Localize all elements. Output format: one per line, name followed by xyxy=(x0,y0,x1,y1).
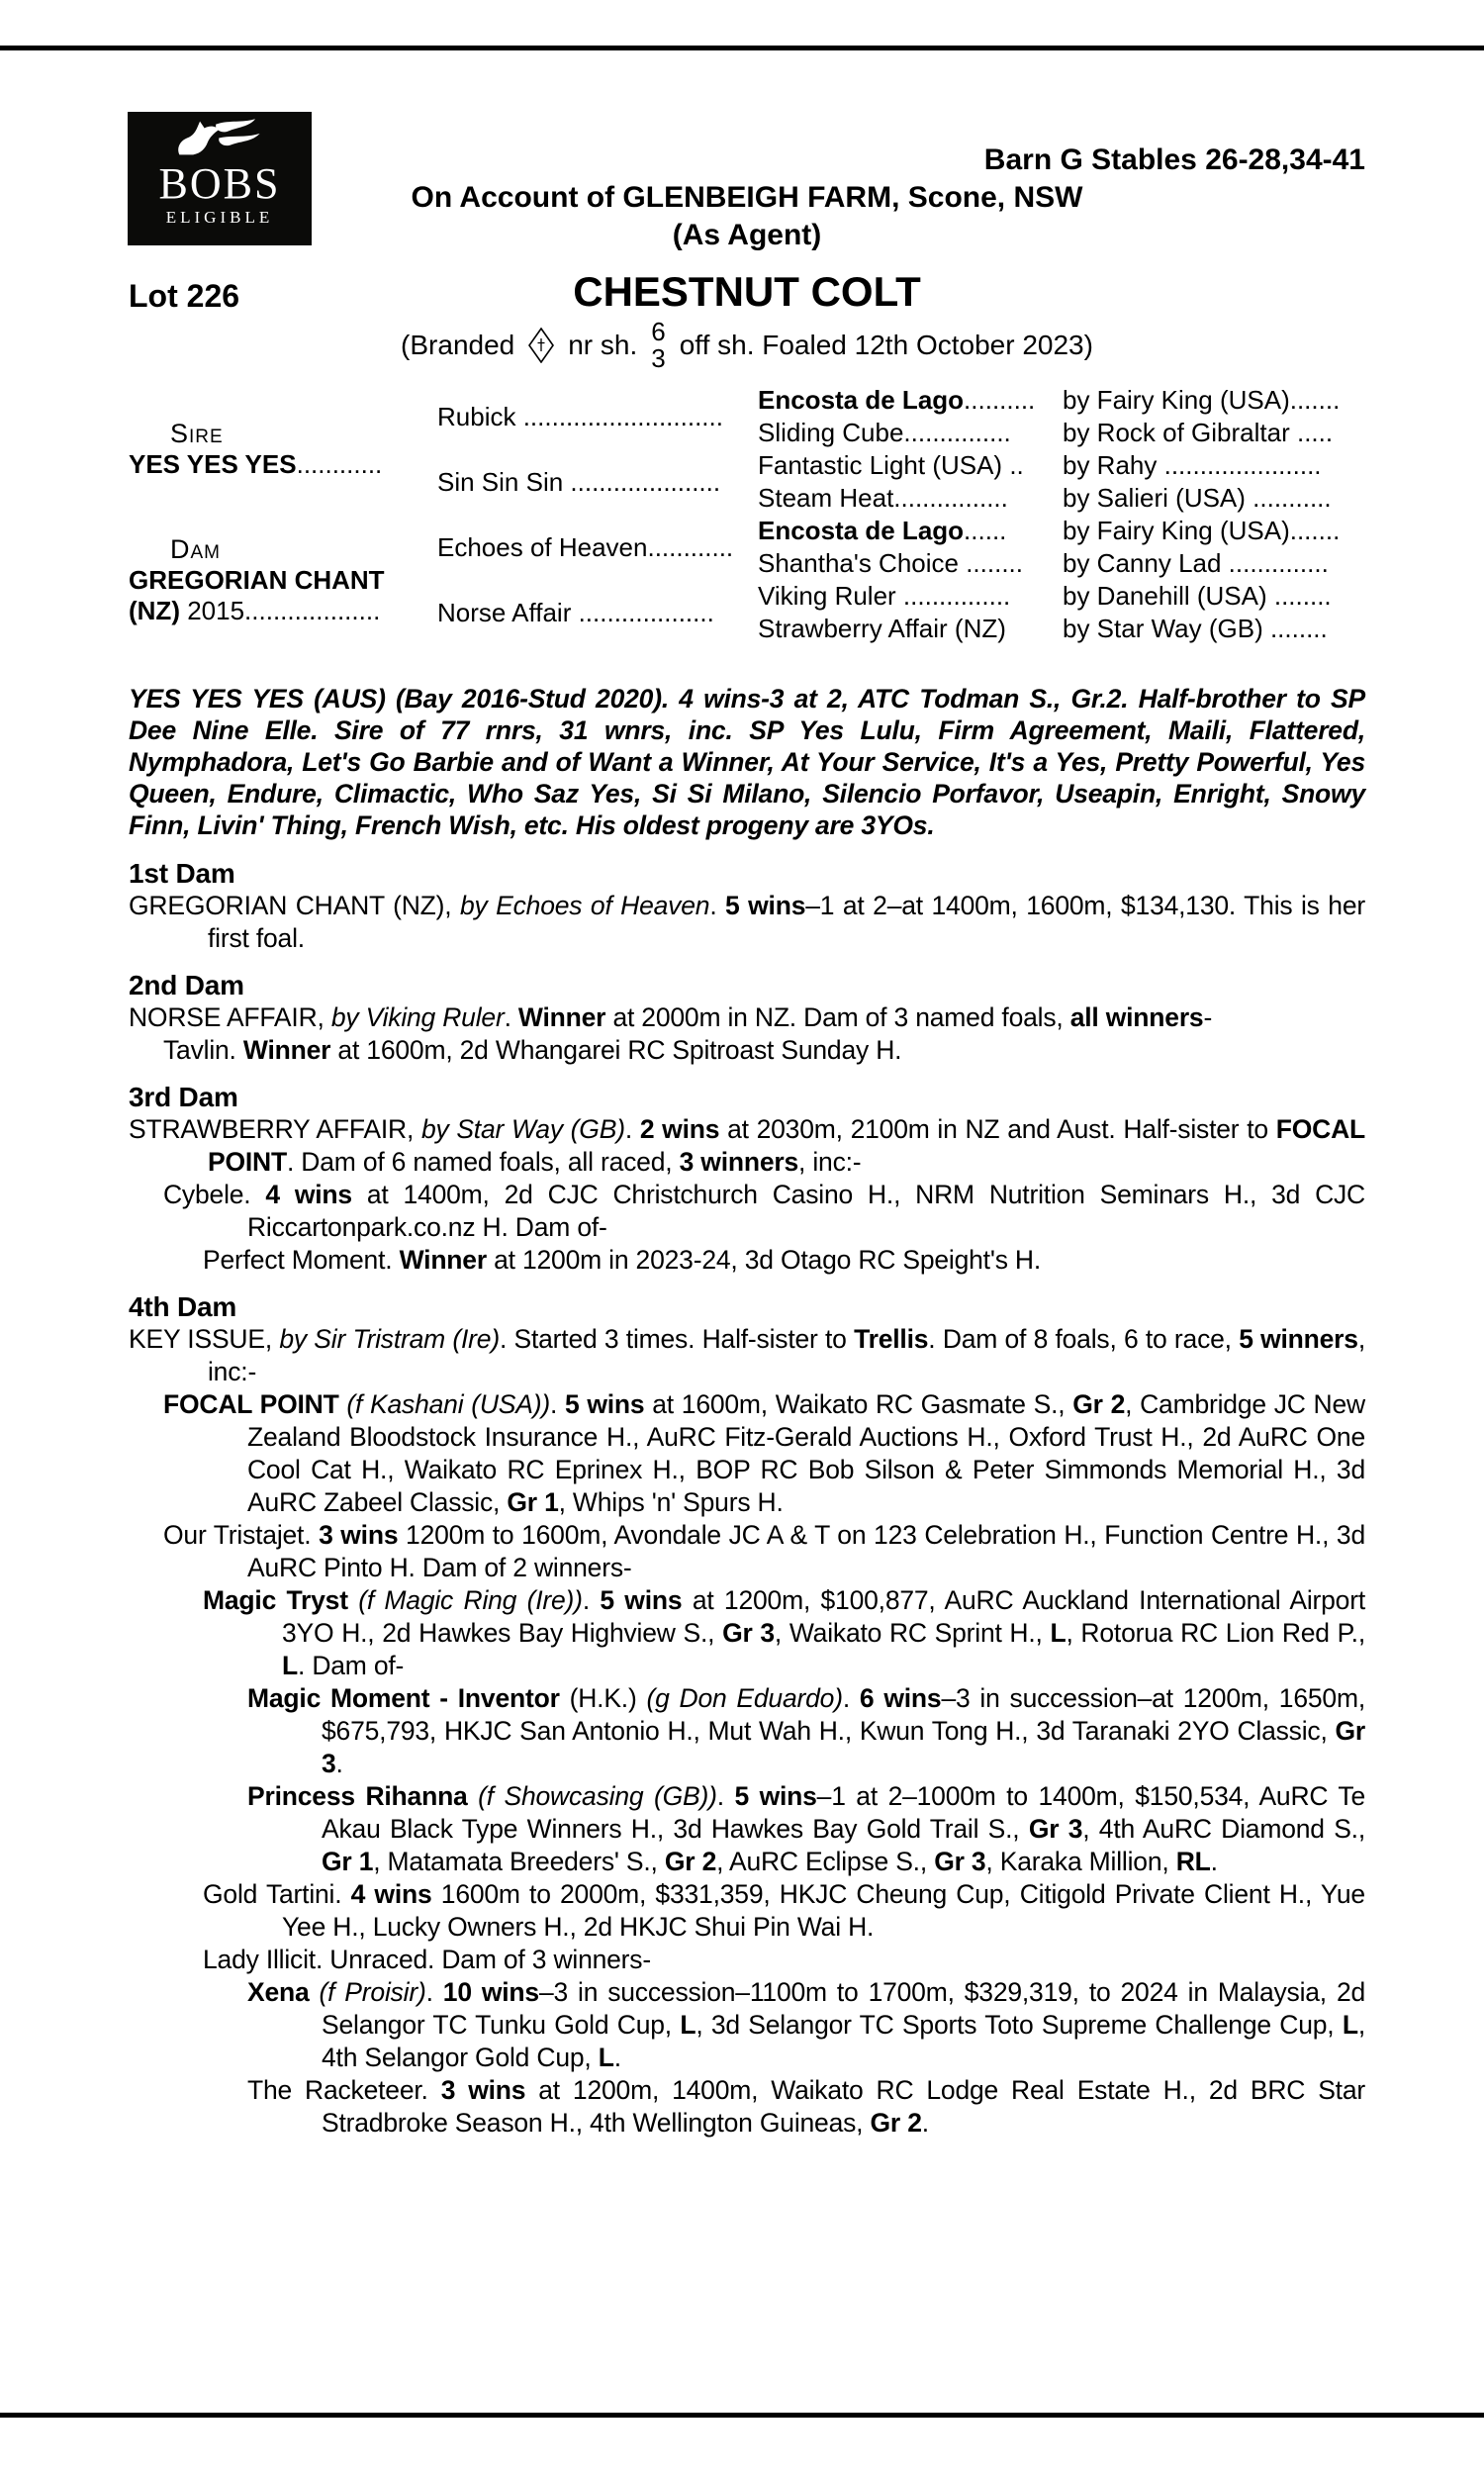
pedigree-entry: Magic Tryst (f Magic Ring (Ire)). 5 wins at 1200m, $100,877, AuRC Auckland International Airport 3YO H., 2d Hawkes Bay Highview S., Gr 3, Waikato RC Sprint H., L, Rotorua RC Lion Red P., L. Dam of- xyxy=(203,1585,1365,1680)
sire-label: Sire xyxy=(170,419,224,448)
lot-number: Lot 226 xyxy=(129,278,240,314)
pedigree-entry: Our Tristajet. 3 wins 1200m to 1600m, Avondale JC A & T on 123 Celebration H., Function Centre H., 3d AuRC Pinto H. Dam of 2 winners- xyxy=(163,1520,1365,1582)
pedigree-table xyxy=(129,384,1365,645)
sire-name: YES YES YES............ xyxy=(129,449,383,479)
dam-sections xyxy=(129,857,1365,2140)
great-grandparent-name: Viking Ruler ............... xyxy=(758,581,1011,611)
section-entries xyxy=(129,1323,1365,2140)
branded-prefix: (Branded xyxy=(401,330,515,360)
great-grandparent-name: Encosta de Lago ...... xyxy=(758,516,1007,545)
page-title: CHESTNUT COLT xyxy=(573,268,921,315)
section-heading: 1st Dam xyxy=(129,858,235,889)
pedigree-entry: KEY ISSUE, by Sir Tristram (Ire). Started 3 times. Half-sister to Trellis. Dam of 8 foals, 6 to race, 5 winners, inc:- xyxy=(129,1324,1365,1386)
logo-main-text: BOBS xyxy=(158,159,281,208)
grandparent-name: Echoes of Heaven............ xyxy=(437,531,734,562)
great-grandparent-name: Steam Heat................ xyxy=(758,483,1008,513)
bottom-rule xyxy=(0,2413,1484,2418)
dam-section xyxy=(129,857,1365,955)
catalog-body xyxy=(129,683,1365,2153)
branded-suffix: off sh. Foaled 12th October 2023) xyxy=(679,330,1093,360)
pedigree-entry: FOCAL POINT (f Kashani (USA)). 5 wins at 1600m, Waikato RC Gasmate S., Gr 2, Cambridge JC New Zealand Bloodstock Insurance H., AuRC Fitz-Gerald Auctions H., Oxford Trust H., 2d AuRC One Cool Cat H., Waikato RC Eprinex H., BOP RC Bob Silson & Peter Simmonds Memorial H., 3d AuRC Zabeel Classic, Gr 1, Whips 'n' Spurs H. xyxy=(163,1389,1365,1517)
section-heading: 4th Dam xyxy=(129,1291,237,1322)
agent-note: (As Agent) xyxy=(672,219,822,251)
section-entries xyxy=(129,1001,1365,1067)
pedigree-entry: GREGORIAN CHANT (NZ), by Echoes of Heaven. 5 wins–1 at 2–at 1400m, 1600m, $134,130. This is her first foal. xyxy=(129,891,1365,953)
pedigree-entry: Cybele. 4 wins at 1400m, 2d CJC Christchurch Casino H., NRM Nutrition Seminars H., 3d CJC Riccartonpark.co.nz H. Dam of- xyxy=(163,1180,1365,1242)
great-grandparent-name: Sliding Cube............... xyxy=(758,418,1011,447)
great-grandparent-sire: by Rock of Gibraltar ..... xyxy=(1063,418,1334,447)
great-grandparent-sire: by Salieri (USA) ........... xyxy=(1063,483,1332,513)
logo-sub-text: ELIGIBLE xyxy=(165,208,274,227)
pedigree-entry: Perfect Moment. Winner at 1200m in 2023-24, 3d Otago RC Speight's H. xyxy=(203,1245,1042,1275)
brand-numbers xyxy=(651,319,665,372)
section-entries xyxy=(129,890,1365,955)
brand-number-top: 6 xyxy=(651,317,666,346)
great-grandparent-sire: by Star Way (GB) ........ xyxy=(1063,614,1328,643)
grandparent-name: Sin Sin Sin ..................... xyxy=(437,466,721,497)
great-grandparent-sire: by Canny Lad .............. xyxy=(1063,548,1329,578)
great-grandparent-name: Encosta de Lago .......... xyxy=(758,385,1036,415)
great-grandparent-sire: by Fairy King (USA)....... xyxy=(1063,385,1341,415)
pedigree-entry: NORSE AFFAIR, by Viking Ruler. Winner at 2000m in NZ. Dam of 3 named foals, all winners- xyxy=(129,1002,1213,1032)
section-heading: 3rd Dam xyxy=(129,1082,238,1112)
pedigree-col-sirelines xyxy=(1063,384,1365,645)
pedigree-entry: The Racketeer. 3 wins at 1200m, 1400m, Waikato RC Lodge Real Estate H., 2d BRC Star Stradbroke Season H., 4th Wellington Guineas, Gr 2. xyxy=(247,2075,1365,2138)
branded-near-shoulder: nr sh. xyxy=(568,330,638,360)
barn-info: Barn G Stables 26-28,34-41 xyxy=(983,143,1365,176)
branded-line xyxy=(129,319,1365,372)
section-heading: 2nd Dam xyxy=(129,970,244,1000)
dam-label: Dam xyxy=(170,533,221,564)
dam-name: GREGORIAN CHANT (NZ) 2015................... xyxy=(129,564,385,625)
pedigree-col-grandparents xyxy=(437,384,758,645)
pedigree-entry: STRAWBERRY AFFAIR, by Star Way (GB). 2 wins at 2030m, 2100m in NZ and Aust. Half-sister to FOCAL POINT. Dam of 6 named foals, all raced, 3 winners, inc:- xyxy=(129,1114,1366,1177)
brand-mark-icon xyxy=(528,328,554,363)
brand-number-bottom: 3 xyxy=(651,343,666,373)
great-grandparent-name: Strawberry Affair (NZ) xyxy=(758,614,1006,643)
section-entries xyxy=(129,1113,1365,1277)
grandparent-name: Rubick ............................ xyxy=(437,401,723,431)
dam-section xyxy=(129,969,1365,1067)
pedigree-entry: Tavlin. Winner at 1600m, 2d Whangarei RC Spitroast Sunday H. xyxy=(163,1035,902,1065)
vendor-account: On Account of GLENBEIGH FARM, Scone, NSW xyxy=(411,181,1083,214)
sire-summary: YES YES YES (AUS) (Bay 2016-Stud 2020). 4 wins-3 at 2, ATC Todman S., Gr.2. Half-brother to SP Dee Nine Elle. Sire of 77 rnrs, 31 wnrs, inc. SP Yes Lulu, Firm Agreement, Maili, Flattered, Nymphadora, Let's Go Barbie and of Want a Winner, At Your Service, It's a Yes, Pretty Powerful, Yes Queen, Endure, Climactic, Who Saz Yes, Si Si Milano, Silencio Porfavor, Useapin, Enright, Snowy Finn, Livin' Thing, French Wish, etc. His oldest progeny are 3YOs. xyxy=(129,684,1365,840)
dam-section xyxy=(129,1290,1365,2140)
dam-block xyxy=(129,515,437,645)
great-grandparent-name: Fantastic Light (USA) .. xyxy=(758,450,1024,480)
grandparent-name: Norse Affair ................... xyxy=(437,597,714,627)
dam-section xyxy=(129,1081,1365,1277)
great-grandparent-sire: by Danehill (USA) ........ xyxy=(1063,581,1332,611)
great-grandparent-name: Shantha's Choice ........ xyxy=(758,548,1023,578)
great-grandparent-sire: by Fairy King (USA)....... xyxy=(1063,516,1341,545)
pedigree-col-greatgrandparents xyxy=(758,384,1063,645)
pedigree-entry: Princess Rihanna (f Showcasing (GB)). 5 wins–1 at 2–1000m to 1400m, $150,534, AuRC Te Akau Black Type Winners H., 3d Hawkes Bay Gold Trail S., Gr 3, 4th AuRC Diamond S., Gr 1, Matamata Breeders' S., Gr 2, AuRC Eclipse S., Gr 3, Karaka Million, RL. xyxy=(247,1781,1365,1876)
pedigree-entry: Lady Illicit. Unraced. Dam of 3 winners- xyxy=(203,1945,651,1974)
top-rule xyxy=(0,46,1484,50)
pedigree-entry: Gold Tartini. 4 wins 1600m to 2000m, $331,359, HKJC Cheung Cup, Citigold Private Client H., Yue Yee H., Lucky Owners H., 2d HKJC Shui Pin Wai H. xyxy=(203,1879,1365,1942)
pedigree-col-parents xyxy=(129,384,437,645)
pedigree-entry: Magic Moment - Inventor (H.K.) (g Don Eduardo). 6 wins–3 in succession–at 1200m, 1650m, $675,793, HKJC San Antonio H., Mut Wah H., Kwun Tong H., 3d Taranaki 2YO Classic, Gr 3. xyxy=(247,1683,1365,1778)
sire-block xyxy=(129,384,437,515)
great-grandparent-sire: by Rahy ...................... xyxy=(1063,450,1322,480)
pedigree-entry: Xena (f Proisir). 10 wins–3 in succession–1100m to 1700m, $329,319, to 2024 in Malaysia, 2d Selangor TC Tunku Gold Cup, L, 3d Selangor TC Sports Toto Supreme Challenge Cup, L, 4th Selangor Gold Cup, L. xyxy=(247,1977,1366,2072)
